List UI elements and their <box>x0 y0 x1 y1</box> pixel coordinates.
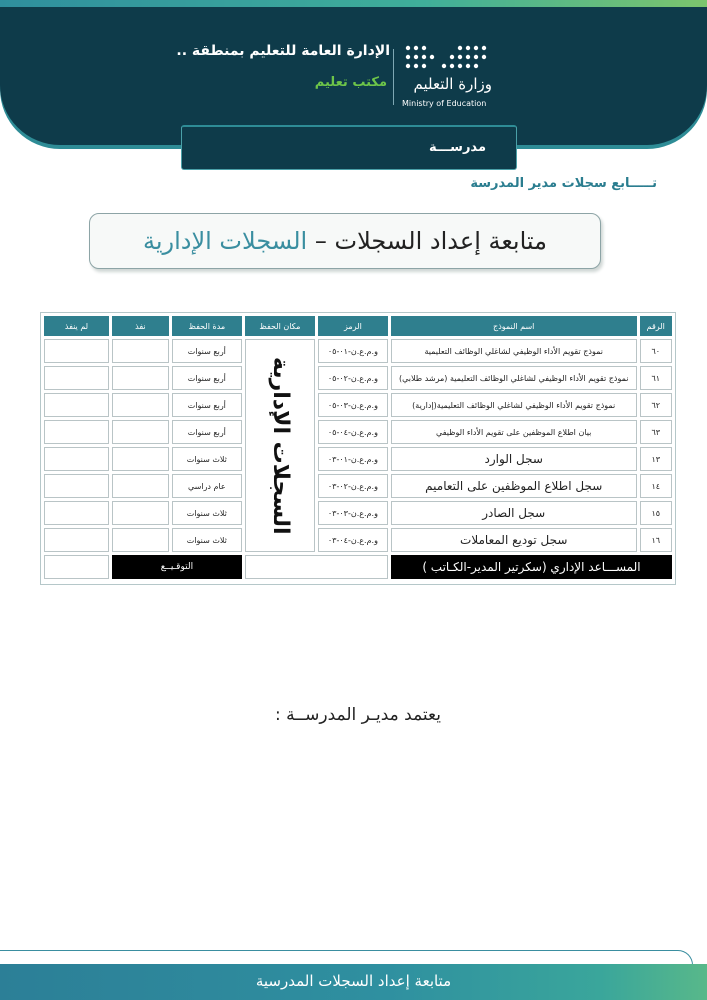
row-number: ١٤ <box>640 474 672 498</box>
row-number: ١٥ <box>640 501 672 525</box>
main-title-part1: متابعة إعداد السجلات – <box>307 227 548 255</box>
main-title-box <box>89 213 601 269</box>
main-title-part2: السجلات الإدارية <box>142 227 308 255</box>
school-name-box <box>181 125 517 170</box>
row-not-executed-cell[interactable] <box>44 528 109 552</box>
storage-place-cell <box>245 339 315 552</box>
storage-place-text: السجلات الإدارية <box>267 356 293 535</box>
school-label: مدرســـة <box>428 140 486 155</box>
table-row <box>44 393 672 417</box>
row-number: ١٣ <box>640 447 672 471</box>
row-code: و.م.ع.ن-٠٣-٠٣ <box>318 501 388 525</box>
follow-up-title: تـــــابع سجلات مدير المدرسة <box>470 176 657 191</box>
header-retention: مدة الحفظ <box>172 316 242 336</box>
table-header-row <box>44 316 672 336</box>
general-administration-title: الإدارة العامة للتعليم بمنطقة .. <box>176 43 390 59</box>
records-table-container <box>40 312 676 585</box>
ministry-name-ar: وزارة التعليم <box>413 75 492 93</box>
row-form-name: نموذج تقويم الأداء الوظيفي لشاغلي الوظائف التعليمية <box>391 339 637 363</box>
row-code: و.م.ع.ن-٠٢-٠٥ <box>318 366 388 390</box>
education-office-label: مكتب تعليم <box>314 75 387 90</box>
row-form-name: بيان اطلاع الموظفين على تقويم الأداء الوظيفي <box>391 420 637 444</box>
row-not-executed-cell[interactable] <box>44 420 109 444</box>
header-executed: نفذ <box>112 316 169 336</box>
row-retention: ثلاث سنوات <box>172 447 242 471</box>
row-executed-cell[interactable] <box>112 474 169 498</box>
row-not-executed-cell[interactable] <box>44 366 109 390</box>
row-code: و.م.ع.ن-٠٤-٠٣ <box>318 528 388 552</box>
ministry-name-en: Ministry of Education <box>402 99 487 108</box>
table-row <box>44 420 672 444</box>
row-code: و.م.ع.ن-٠٣-٠٥ <box>318 393 388 417</box>
table-row <box>44 474 672 498</box>
row-not-executed-cell[interactable] <box>44 474 109 498</box>
table-row <box>44 501 672 525</box>
footer-bar <box>0 964 707 1000</box>
row-form-name: سجل الصادر <box>391 501 637 525</box>
row-executed-cell[interactable] <box>112 420 169 444</box>
row-executed-cell[interactable] <box>112 501 169 525</box>
row-form-name: نموذج تقويم الأداء الوظيفي لشاغلي الوظائف التعليمية (مرشد طلابي) <box>391 366 637 390</box>
table-row <box>44 528 672 552</box>
footer-title: متابعة إعداد السجلات المدرسية <box>255 972 452 990</box>
row-executed-cell[interactable] <box>112 447 169 471</box>
assistant-name-cell[interactable] <box>245 555 388 579</box>
administrative-assistant-label: المســـاعد الإداري (سكرتير المدير-الكـاتب ) <box>391 555 672 579</box>
row-executed-cell[interactable] <box>112 366 169 390</box>
header-number: الرقم <box>640 316 672 336</box>
table-row <box>44 366 672 390</box>
row-executed-cell[interactable] <box>112 393 169 417</box>
row-number: ٦٢ <box>640 393 672 417</box>
header-code: الرمز <box>318 316 388 336</box>
header-form-name: اسم النموذج <box>391 316 637 336</box>
row-code: و.م.ع.ن-٠٢-٠٣ <box>318 474 388 498</box>
row-number: ٦٠ <box>640 339 672 363</box>
row-number: ٦٣ <box>640 420 672 444</box>
footer-accent-line <box>0 950 693 965</box>
header-not-executed: لم ينفذ <box>44 316 109 336</box>
table-row <box>44 447 672 471</box>
row-not-executed-cell[interactable] <box>44 339 109 363</box>
signature-row <box>44 555 672 579</box>
row-form-name: نموذج تقويم الأداء الوظيفي لشاغلي الوظائف التعليمية(إدارية) <box>391 393 637 417</box>
ministry-dots-icon <box>402 43 494 73</box>
row-form-name: سجل توديع المعاملات <box>391 528 637 552</box>
signature-cell[interactable] <box>44 555 109 579</box>
ministry-logo <box>402 43 494 115</box>
row-number: ١٦ <box>640 528 672 552</box>
row-retention: أربع سنوات <box>172 366 242 390</box>
header-storage-place: مكان الحفظ <box>245 316 315 336</box>
row-not-executed-cell[interactable] <box>44 501 109 525</box>
table-row <box>44 339 672 363</box>
row-retention: عام دراسي <box>172 474 242 498</box>
row-not-executed-cell[interactable] <box>44 447 109 471</box>
row-executed-cell[interactable] <box>112 528 169 552</box>
row-code: و.م.ع.ن-٠١-٠٣ <box>318 447 388 471</box>
row-retention: أربع سنوات <box>172 393 242 417</box>
header-divider <box>393 49 394 105</box>
row-not-executed-cell[interactable] <box>44 393 109 417</box>
row-code: و.م.ع.ن-٠١-٠٥ <box>318 339 388 363</box>
records-table <box>41 313 675 582</box>
principal-approval-label: يعتمد مديـر المدرســة : <box>274 705 441 725</box>
row-retention: أربع سنوات <box>172 339 242 363</box>
row-form-name: سجل الوارد <box>391 447 637 471</box>
top-stripe <box>0 0 707 7</box>
row-code: و.م.ع.ن-٠٤-٠٥ <box>318 420 388 444</box>
row-form-name: سجل اطلاع الموظفين على التعاميم <box>391 474 637 498</box>
row-executed-cell[interactable] <box>112 339 169 363</box>
row-number: ٦١ <box>640 366 672 390</box>
row-retention: ثلاث سنوات <box>172 528 242 552</box>
row-retention: ثلاث سنوات <box>172 501 242 525</box>
signature-label: التوقـيــع <box>112 555 242 579</box>
row-retention: أربع سنوات <box>172 420 242 444</box>
